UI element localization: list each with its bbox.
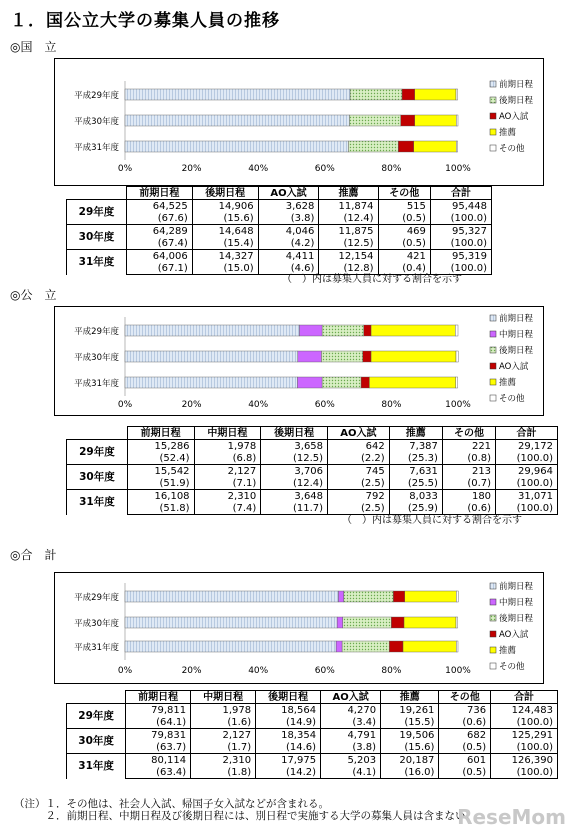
table-percent-cell: (12.5) (319, 237, 378, 250)
legend-swatch (490, 129, 496, 135)
table-value-cell: 2,127 (191, 729, 256, 742)
table-percent-cell: (100.0) (496, 502, 558, 515)
footnote-2: ２．前期日程、中期日程及び後期日程には、別日程で実施する大学の募集人員は含まない。 (14, 810, 476, 822)
bar-segment-その他 (456, 591, 458, 602)
x-tick-label: 80% (381, 666, 402, 676)
table-percent-cell: (51.8) (127, 502, 194, 515)
table-value-cell: 15,542 (127, 465, 194, 478)
table-percent-cell: (0.8) (442, 452, 495, 465)
legend-label: その他 (499, 394, 525, 404)
bar-segment-推薦 (414, 141, 457, 152)
legend-label: 後期日程 (499, 614, 534, 624)
table-percent-cell: (15.5) (381, 716, 439, 729)
legend-label: 前期日程 (499, 582, 534, 592)
table-value-cell: 29,172 (496, 440, 558, 453)
legend-swatch (490, 331, 496, 337)
table-value-cell: 126,390 (491, 754, 558, 767)
x-tick-label: 40% (248, 400, 269, 410)
x-tick-label: 60% (314, 400, 335, 410)
legend-label: 後期日程 (499, 346, 534, 356)
table-value-cell: 4,791 (321, 729, 381, 742)
table-value-cell: 11,874 (319, 200, 378, 213)
table-percent-cell: (100.0) (430, 262, 491, 275)
table-percent-cell: (25.9) (389, 502, 442, 515)
bar-segment-AO入試 (391, 617, 404, 628)
table-value-cell: 421 (378, 250, 430, 263)
table-value-cell: 95,327 (430, 225, 491, 238)
table-percent-cell: (100.0) (430, 212, 491, 225)
table-percent-cell: (15.6) (381, 741, 439, 754)
bar-segment-AO入試 (402, 89, 415, 100)
table-header: 合計 (491, 691, 558, 704)
legend-label: 前期日程 (499, 314, 534, 324)
bar-segment-AO入試 (398, 141, 413, 152)
table-percent-cell: (51.9) (127, 477, 194, 490)
legend-swatch (490, 347, 496, 353)
table-percent-cell: (100.0) (491, 766, 558, 779)
table-value-cell: 7,387 (389, 440, 442, 453)
table-percent-cell: (67.4) (126, 237, 192, 250)
bar-segment-中期日程 (297, 377, 322, 388)
table-value-cell: 80,114 (126, 754, 191, 767)
legend-label: その他 (499, 662, 525, 672)
bar-segment-推薦 (405, 591, 457, 602)
bar-segment-その他 (456, 89, 458, 100)
table-percent-cell: (4.2) (258, 237, 319, 250)
table-header: AO入試 (321, 691, 381, 704)
category-label: 平成29年度 (74, 593, 119, 603)
bar-segment-その他 (456, 351, 458, 362)
table-value-cell: 745 (328, 465, 390, 478)
chart-national-svg (55, 59, 543, 185)
bar-segment-前期日程 (125, 617, 337, 628)
table-header: 合計 (496, 427, 558, 440)
table-value-cell: 4,046 (258, 225, 319, 238)
table-corner (67, 427, 128, 440)
table-value-cell: 64,289 (126, 225, 192, 238)
legend-swatch (490, 647, 496, 653)
bar-segment-AO入試 (363, 351, 371, 362)
category-label: 平成31年度 (74, 143, 119, 153)
bar-segment-AO入試 (361, 377, 369, 388)
bar-segment-その他 (456, 377, 458, 388)
x-tick-label: 0% (117, 164, 133, 174)
table-percent-cell: (12.4) (261, 477, 328, 490)
table-percent-cell: (63.4) (126, 766, 191, 779)
table-percent-cell: (14.9) (256, 716, 321, 729)
table-header: 後期日程 (261, 427, 328, 440)
table-header: その他 (439, 691, 491, 704)
legend-swatch (490, 583, 496, 589)
table-percent-cell: (52.4) (127, 452, 194, 465)
table-percent-cell: (4.6) (258, 262, 319, 275)
bar-segment-後期日程 (322, 377, 361, 388)
legend-swatch (490, 315, 496, 321)
table-value-cell: 19,261 (381, 704, 439, 717)
section-heading-public: ◎公 立 (10, 288, 57, 302)
bar-segment-前期日程 (125, 325, 299, 336)
legend-label: 中期日程 (499, 598, 534, 608)
table-percent-cell: (15.4) (192, 237, 258, 250)
table-value-cell: 14,906 (192, 200, 258, 213)
table-value-cell: 20,187 (381, 754, 439, 767)
note-public: （ ）内は募集人員に対する割合を示す (342, 515, 522, 526)
x-tick-label: 20% (181, 164, 202, 174)
table-percent-cell: (15.0) (192, 262, 258, 275)
table-percent-cell: (25.5) (389, 477, 442, 490)
bar-segment-前期日程 (125, 141, 348, 152)
table-national (66, 186, 492, 275)
legend-swatch (490, 363, 496, 369)
legend-swatch (490, 97, 496, 103)
bar-segment-その他 (456, 641, 458, 652)
table-value-cell: 792 (328, 490, 390, 503)
table-value-cell: 12,154 (319, 250, 378, 263)
table-value-cell: 18,354 (256, 729, 321, 742)
table-value-cell: 1,978 (194, 440, 261, 453)
bar-segment-後期日程 (350, 89, 402, 100)
bar-segment-推薦 (403, 641, 456, 652)
section-heading-total: ◎合 計 (10, 548, 57, 562)
table-percent-cell: (1.8) (191, 766, 256, 779)
table-header: 中期日程 (191, 691, 256, 704)
table-percent-cell: (0.5) (378, 237, 430, 250)
table-percent-cell: (1.7) (191, 741, 256, 754)
chart-total-svg (55, 573, 543, 683)
bar-segment-前期日程 (125, 89, 350, 100)
category-label: 平成30年度 (74, 117, 119, 127)
legend-swatch (490, 81, 496, 87)
table-percent-cell: (25.3) (389, 452, 442, 465)
table-header: 合計 (430, 187, 491, 200)
table-percent-cell: (2.5) (328, 477, 390, 490)
bar-segment-推薦 (371, 351, 456, 362)
table-header: 前期日程 (126, 691, 191, 704)
table-percent-cell: (3.8) (258, 212, 319, 225)
bar-segment-AO入試 (389, 641, 403, 652)
bar-segment-中期日程 (337, 617, 343, 628)
table-value-cell: 601 (439, 754, 491, 767)
table-header: 中期日程 (194, 427, 261, 440)
x-tick-label: 20% (181, 666, 202, 676)
x-tick-label: 80% (381, 400, 402, 410)
category-label: 平成29年度 (74, 327, 119, 337)
table-percent-cell: (6.8) (194, 452, 261, 465)
legend-swatch (490, 631, 496, 637)
table-value-cell: 8,033 (389, 490, 442, 503)
legend-label: AO入試 (499, 112, 529, 122)
category-label: 平成31年度 (74, 643, 119, 653)
table-percent-cell: (100.0) (496, 477, 558, 490)
table-year-cell: 31年度 (67, 754, 126, 779)
bar-segment-後期日程 (322, 325, 364, 336)
category-label: 平成30年度 (74, 353, 119, 363)
x-tick-label: 0% (117, 666, 133, 676)
bar-segment-AO入試 (364, 325, 371, 336)
table-percent-cell: (100.0) (430, 237, 491, 250)
table-value-cell: 7,631 (389, 465, 442, 478)
table-header: AO入試 (258, 187, 319, 200)
table-value-cell: 64,525 (126, 200, 192, 213)
table-value-cell: 15,286 (127, 440, 194, 453)
table-value-cell: 11,875 (319, 225, 378, 238)
table-value-cell: 125,291 (491, 729, 558, 742)
category-label: 平成29年度 (74, 91, 119, 101)
table-percent-cell: (0.5) (439, 766, 491, 779)
bar-segment-推薦 (369, 377, 455, 388)
table-value-cell: 17,975 (256, 754, 321, 767)
table-value-cell: 736 (439, 704, 491, 717)
table-value-cell: 469 (378, 225, 430, 238)
table-percent-cell: (7.1) (194, 477, 261, 490)
legend-label: 後期日程 (499, 96, 534, 106)
table-value-cell: 124,483 (491, 704, 558, 717)
table-percent-cell: (12.4) (319, 212, 378, 225)
bar-segment-後期日程 (321, 351, 362, 362)
table-value-cell: 14,327 (192, 250, 258, 263)
chart-public-svg (55, 307, 543, 415)
bar-segment-前期日程 (125, 115, 349, 126)
table-percent-cell: (16.0) (381, 766, 439, 779)
x-tick-label: 0% (117, 400, 133, 410)
section-heading-national: ◎国 立 (10, 40, 57, 54)
x-tick-label: 80% (381, 164, 402, 174)
table-corner (67, 187, 127, 200)
table-value-cell: 4,270 (321, 704, 381, 717)
bar-segment-AO入試 (393, 591, 404, 602)
table-value-cell: 213 (442, 465, 495, 478)
table-header: その他 (378, 187, 430, 200)
bar-segment-その他 (456, 141, 457, 152)
table-public (66, 426, 558, 515)
table-percent-cell: (2.5) (328, 502, 390, 515)
chart-public (54, 306, 544, 416)
x-tick-label: 100% (445, 666, 471, 676)
x-tick-label: 60% (314, 164, 335, 174)
bar-segment-AO入試 (401, 115, 415, 126)
bar-segment-その他 (456, 617, 458, 628)
legend-label: 推薦 (499, 128, 517, 138)
table-header: 推薦 (381, 691, 439, 704)
x-tick-label: 40% (248, 666, 269, 676)
table-percent-cell: (2.2) (328, 452, 390, 465)
table-percent-cell: (64.1) (126, 716, 191, 729)
table-percent-cell: (0.6) (439, 716, 491, 729)
table-header: その他 (442, 427, 495, 440)
bar-segment-推薦 (415, 115, 457, 126)
table-percent-cell: (12.5) (261, 452, 328, 465)
table-percent-cell: (3.4) (321, 716, 381, 729)
table-value-cell: 16,108 (127, 490, 194, 503)
bar-segment-中期日程 (338, 591, 343, 602)
table-year-cell: 31年度 (67, 490, 128, 515)
table-value-cell: 14,648 (192, 225, 258, 238)
table-year-cell: 30年度 (67, 225, 127, 250)
table-value-cell: 1,978 (191, 704, 256, 717)
table-value-cell: 642 (328, 440, 390, 453)
table-value-cell: 79,831 (126, 729, 191, 742)
chart-national (54, 58, 544, 186)
footnote-1: （注）１．その他は、社会人入試、帰国子女入試などが含まれる。 (14, 798, 329, 810)
table-value-cell: 18,564 (256, 704, 321, 717)
chart-total (54, 572, 544, 684)
table-value-cell: 95,319 (430, 250, 491, 263)
table-value-cell: 2,310 (194, 490, 261, 503)
table-value-cell: 2,310 (191, 754, 256, 767)
legend-label: その他 (499, 144, 525, 154)
bar-segment-中期日程 (298, 351, 322, 362)
bar-segment-後期日程 (343, 617, 392, 628)
table-percent-cell: (0.5) (378, 212, 430, 225)
table-header: 後期日程 (256, 691, 321, 704)
legend-swatch (490, 395, 496, 401)
table-percent-cell: (15.6) (192, 212, 258, 225)
note-national: （ ）内は募集人員に対する割合を示す (282, 274, 462, 285)
table-year-cell: 29年度 (67, 200, 127, 225)
table-percent-cell: (3.8) (321, 741, 381, 754)
category-label: 平成31年度 (74, 379, 119, 389)
legend-label: 前期日程 (499, 80, 534, 90)
table-percent-cell: (100.0) (491, 741, 558, 754)
table-value-cell: 4,411 (258, 250, 319, 263)
table-value-cell: 3,648 (261, 490, 328, 503)
table-value-cell: 3,628 (258, 200, 319, 213)
x-tick-label: 100% (445, 400, 471, 410)
bar-segment-前期日程 (125, 641, 336, 652)
legend-swatch (490, 145, 496, 151)
legend-swatch (490, 113, 496, 119)
table-percent-cell: (14.6) (256, 741, 321, 754)
table-percent-cell: (1.6) (191, 716, 256, 729)
table-percent-cell: (0.5) (439, 741, 491, 754)
table-value-cell: 515 (378, 200, 430, 213)
table-percent-cell: (12.8) (319, 262, 378, 275)
bar-segment-推薦 (404, 617, 456, 628)
table-percent-cell: (0.4) (378, 262, 430, 275)
bar-segment-前期日程 (125, 591, 338, 602)
table-percent-cell: (67.1) (126, 262, 192, 275)
legend-swatch (490, 615, 496, 621)
table-value-cell: 3,706 (261, 465, 328, 478)
table-percent-cell: (100.0) (491, 716, 558, 729)
table-header: 後期日程 (192, 187, 258, 200)
table-percent-cell: (14.2) (256, 766, 321, 779)
table-percent-cell: (4.1) (321, 766, 381, 779)
bar-segment-中期日程 (299, 325, 322, 336)
bar-segment-後期日程 (342, 641, 389, 652)
logo: ReseMom (457, 805, 566, 829)
page-title: １．国公立大学の募集人員の推移 (10, 11, 280, 31)
bar-segment-後期日程 (348, 141, 398, 152)
legend-swatch (490, 663, 496, 669)
table-value-cell: 3,658 (261, 440, 328, 453)
table-header: 推薦 (319, 187, 378, 200)
table-percent-cell: (7.4) (194, 502, 261, 515)
table-value-cell: 19,506 (381, 729, 439, 742)
table-value-cell: 180 (442, 490, 495, 503)
table-header: 前期日程 (127, 427, 194, 440)
legend-label: 中期日程 (499, 330, 534, 340)
table-value-cell: 64,006 (126, 250, 192, 263)
table-value-cell: 79,811 (126, 704, 191, 717)
bar-segment-推薦 (371, 325, 455, 336)
bar-segment-その他 (455, 325, 458, 336)
table-percent-cell: (0.6) (442, 502, 495, 515)
legend-label: AO入試 (499, 630, 529, 640)
table-header: 前期日程 (126, 187, 192, 200)
table-header: AO入試 (328, 427, 390, 440)
table-value-cell: 29,964 (496, 465, 558, 478)
x-tick-label: 60% (314, 666, 335, 676)
table-year-cell: 31年度 (67, 250, 127, 275)
table-value-cell: 95,448 (430, 200, 491, 213)
table-percent-cell: (67.6) (126, 212, 192, 225)
bar-segment-後期日程 (344, 591, 394, 602)
legend-label: 推薦 (499, 378, 517, 388)
table-percent-cell: (0.7) (442, 477, 495, 490)
table-year-cell: 29年度 (67, 704, 126, 729)
x-tick-label: 20% (181, 400, 202, 410)
table-value-cell: 31,071 (496, 490, 558, 503)
table-value-cell: 682 (439, 729, 491, 742)
bar-segment-その他 (456, 115, 458, 126)
bar-segment-後期日程 (349, 115, 400, 126)
bar-segment-前期日程 (125, 377, 297, 388)
legend-swatch (490, 599, 496, 605)
legend-label: 推薦 (499, 646, 517, 656)
table-header: 推薦 (389, 427, 442, 440)
table-year-cell: 30年度 (67, 729, 126, 754)
bar-segment-推薦 (415, 89, 456, 100)
table-corner (67, 691, 126, 704)
legend-label: AO入試 (499, 362, 529, 372)
table-year-cell: 29年度 (67, 440, 128, 465)
table-value-cell: 2,127 (194, 465, 261, 478)
bar-segment-前期日程 (125, 351, 298, 362)
table-percent-cell: (11.7) (261, 502, 328, 515)
table-percent-cell: (100.0) (496, 452, 558, 465)
category-label: 平成30年度 (74, 619, 119, 629)
table-year-cell: 30年度 (67, 465, 128, 490)
table-total (66, 690, 558, 779)
x-tick-label: 100% (445, 164, 471, 174)
bar-segment-中期日程 (336, 641, 342, 652)
x-tick-label: 40% (248, 164, 269, 174)
table-value-cell: 221 (442, 440, 495, 453)
table-percent-cell: (63.7) (126, 741, 191, 754)
table-value-cell: 5,203 (321, 754, 381, 767)
legend-swatch (490, 379, 496, 385)
